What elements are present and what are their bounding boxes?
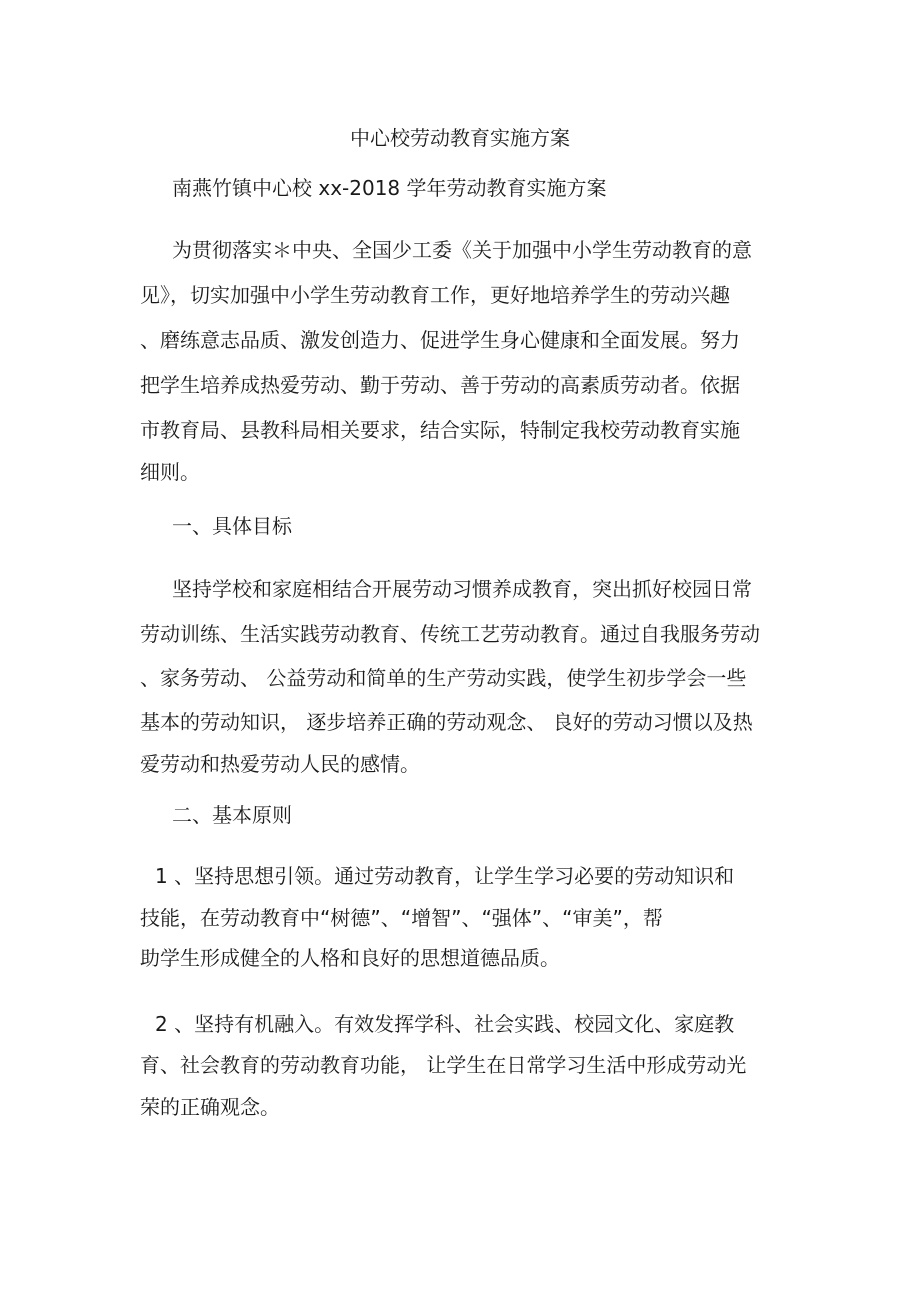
- document-title: 中心校劳动教育实施方案: [350, 126, 570, 150]
- principle-line: 育、社会教育的劳动教育功能， 让学生在日常学习生活中形成劳动光: [140, 1053, 747, 1077]
- section1-line: 爱劳动和热爱劳动人民的感情。: [140, 752, 420, 776]
- intro-line: 细则。: [140, 460, 200, 484]
- intro-line: 见》，切实加强中小学生劳动教育工作，更好地培养学生的劳动兴趣: [140, 283, 730, 307]
- principle-line: 1 、坚持思想引领。通过劳动教育，让学生学习必要的劳动知识和: [155, 864, 735, 888]
- section-heading: 二、基本原则: [172, 803, 292, 827]
- section1-line: 、家务劳动、 公益劳动和简单的生产劳动实践，使学生初步学会一些: [140, 666, 747, 690]
- principle-line: 技能，在劳动教育中“树德”、“增智”、“强体”、“审美”，帮: [140, 906, 663, 930]
- principle-line: 助学生形成健全的人格和良好的思想道德品质。: [140, 946, 560, 970]
- intro-line: 把学生培养成热爱劳动、勤于劳动、善于劳动的高素质劳动者。依据: [140, 373, 740, 397]
- intro-line: 、磨练意志品质、激发创造力、促进学生身心健康和全面发展。努力: [140, 328, 740, 352]
- section-heading: 一、具体目标: [172, 514, 292, 538]
- section1-line: 坚持学校和家庭相结合开展劳动习惯养成教育，突出抓好校园日常: [172, 577, 752, 601]
- principle-line: 荣的正确观念。: [140, 1095, 280, 1119]
- principle-line: 2 、坚持有机融入。有效发挥学科、社会实践、校园文化、家庭教: [155, 1012, 735, 1036]
- section1-line: 劳动训练、生活实践劳动教育、传统工艺劳动教育。通过自我服务劳动: [140, 622, 760, 646]
- intro-line: 市教育局、县教科局相关要求，结合实际，特制定我校劳动教育实施: [140, 418, 740, 442]
- intro-line: 为贯彻落实＊中央、全国少工委《关于加强中小学生劳动教育的意: [172, 238, 752, 262]
- document-subtitle: 南燕竹镇中心校 xx-2018 学年劳动教育实施方案: [172, 176, 607, 200]
- section1-line: 基本的劳动知识， 逐步培养正确的劳动观念、 良好的劳动习惯以及热: [140, 710, 753, 734]
